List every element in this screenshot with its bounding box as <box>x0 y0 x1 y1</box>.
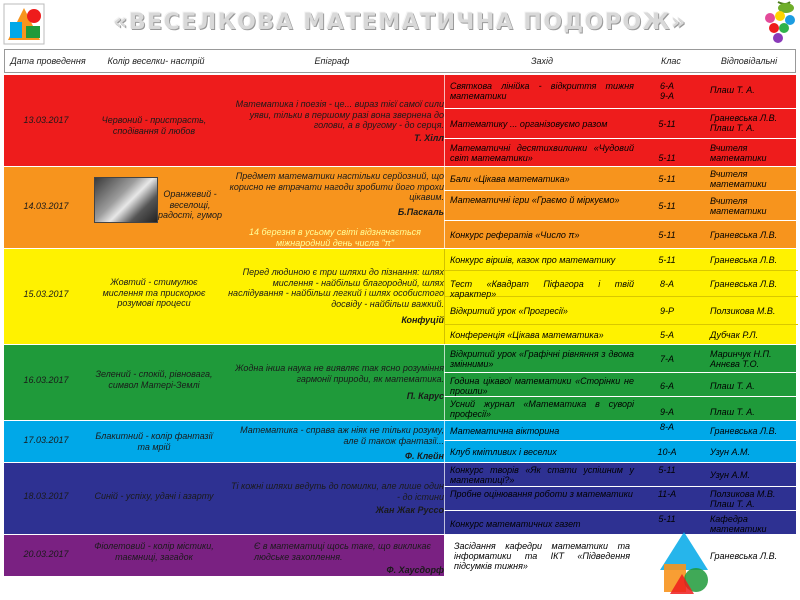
row-epigraph-author: Т. Хілл <box>414 133 444 143</box>
event-item: Конференція «Цікава математика» 5-А Дубчак Р.Л. <box>450 330 759 340</box>
row-color-text: Жовтий - стимулює мислення та прискорює розумові процеси <box>102 277 206 308</box>
header-event: Захід <box>530 56 553 66</box>
row-epigraph-author: Ф. Хаусдорф <box>386 565 444 575</box>
row-epigraph-author: Жан Жак Руссо <box>375 505 444 515</box>
row-epigraph: Предмет математики настільки серйозний, що корисно не втрачати нагоди зробити його трохи цікавим. <box>229 171 444 202</box>
row-light-blue <box>4 420 796 462</box>
row-epigraph: Ті кожні шляхи ведуть до помилки, але лише один - до істини <box>231 481 444 502</box>
event-item: Клуб кмітливих і веселих 10-А Узун А.М. <box>450 447 750 457</box>
school-logo-icon <box>0 0 48 48</box>
header-date: Дата проведення <box>10 56 86 66</box>
row-epigraph: Математика і поезія - це... вираз тієї самої сили уяви, тільки в першому разі вона звернена до голови, а в другому - до серця. <box>235 99 444 130</box>
event-list <box>444 421 798 462</box>
event-item: Конкурс творів «Як стати успішним у математиці?» 5-11 Узун А.М. <box>444 463 798 487</box>
row-color-text: Синій - успіху, удачі і азарту <box>94 491 214 501</box>
photo-image <box>94 177 158 223</box>
header-epigraph: Епіграф <box>314 56 350 66</box>
header-responsible: Відповідальні <box>720 56 778 66</box>
event-item: Тест «Квадрат Піфагора і твій характер» 8-А Граневська Л.В. <box>444 271 798 297</box>
row-epigraph-author: П. Карус <box>406 391 444 401</box>
grapes-icon <box>756 0 800 46</box>
row-red <box>4 74 796 166</box>
event-list <box>444 535 798 576</box>
row-color-text: Блакитний - колір фантазії та мрій <box>95 431 213 452</box>
event-list <box>444 167 798 248</box>
row-date: 14.03.2017 <box>23 201 69 211</box>
page-title: «ВЕСЕЛКОВА МАТЕМАТИЧНА ПОДОРОЖ» <box>113 10 687 35</box>
event-list <box>444 249 798 344</box>
event-item: Відкритий урок «Графічні рівняння з двома змінними» 7-А Маринчук Н.П. Аннєва Т.О. <box>444 345 798 373</box>
row-epigraph-author: Конфуцій <box>401 315 444 325</box>
event-item: Математичні десятихвилинки «Чудовий світ математики» 5-11 Вчителя математики <box>450 143 767 163</box>
event-item: Бали «Цікава математика» 5-11 Вчителя математики <box>444 167 798 191</box>
row-epigraph: Математика - справа аж ніяк не тільки розуму, але й також фантазії... <box>240 425 444 446</box>
row-epigraph-author: Б.Паскаль <box>397 207 444 217</box>
pi-day-note: 14 березня в усьому світі відзначається міжнародний день числа "π" <box>248 227 421 248</box>
event-list <box>444 75 798 166</box>
header-class: Клас <box>661 56 681 66</box>
event-item: Математична вікторина 8-А Граневська Л.В. <box>444 421 798 441</box>
event-item: Математику ... організовуємо разом 5-11 Граневська Л.В. Плаш Т. А. <box>444 109 798 139</box>
event-item: Конкурс віршів, казок про математику 5-11 Граневська Л.В. <box>444 249 798 271</box>
row-date: 13.03.2017 <box>23 115 69 125</box>
geometric-shapes-icon <box>656 530 712 596</box>
row-color-text: Червоний - пристрасть, сподівання й любов <box>101 115 207 136</box>
row-epigraph: Жодна інша наука не виявляє так ясно розуміння гармонії природи, як математика. <box>235 363 444 384</box>
row-yellow <box>4 248 796 344</box>
row-epigraph-author: Ф. Клейн <box>405 451 444 461</box>
event-item: Відкритий урок «Прогресії» 9-Р Ползикова М.В. <box>444 297 798 325</box>
row-orange <box>4 166 796 248</box>
event-item: Математичні ігри «Граємо й міркуємо» 5-11 Вчителя математики <box>444 191 798 221</box>
event-item: Засідання кафедри математики та інформатики та ІКТ «Підведення підсумків тижня» Граневська Л.В. <box>444 535 798 577</box>
row-color-text: Зелений - спокій, рівновага, символ Матері-Землі <box>95 369 213 390</box>
row-date: 16.03.2017 <box>23 375 69 385</box>
event-item: Година цікавої математики «Сторінки не прошли» 6-А Плаш Т. А. <box>444 373 798 397</box>
row-date: 20.03.2017 <box>23 549 69 559</box>
row-color-text: Оранжевий - веселощі, радості, гумор <box>157 189 223 220</box>
event-item: Конкурс рефератів «Число π» 5-11 Граневська Л.В. <box>450 230 778 240</box>
header-color: Колір веселки- настрій <box>107 56 205 66</box>
row-epigraph: Є в математиці щось таке, що викликає людське захоплення. <box>254 541 431 562</box>
table-header <box>4 49 796 73</box>
event-item: Пробне оцінювання роботи з математики 11-А Ползикова М.В. Плаш Т. А. <box>444 487 798 511</box>
event-list <box>444 463 798 534</box>
event-item: Конкурс математичних газет 5-11 Кафедра математики <box>450 514 767 534</box>
row-color-text: Фіолетовий - колір містики, таємниці, загадок <box>94 541 214 562</box>
row-date: 18.03.2017 <box>23 491 69 501</box>
event-item: Святкова лінійка - відкриття тижня математики 6-А 9-А Плаш Т. А. <box>444 75 798 109</box>
row-date: 17.03.2017 <box>23 435 69 445</box>
event-item: Усний журнал «Математика в суворі професії» 9-А Плаш Т. А. <box>450 399 755 419</box>
row-epigraph: Перед людиною є три шляхи до пізнання: шлях мислення - найбільш благородний, шлях наслідування - найбільш легкий і шлях особистого досвіду - найбільш важкий. <box>228 267 444 309</box>
row-date: 15.03.2017 <box>23 289 69 299</box>
row-blue <box>4 462 796 534</box>
row-green <box>4 344 796 420</box>
event-list <box>444 345 798 420</box>
